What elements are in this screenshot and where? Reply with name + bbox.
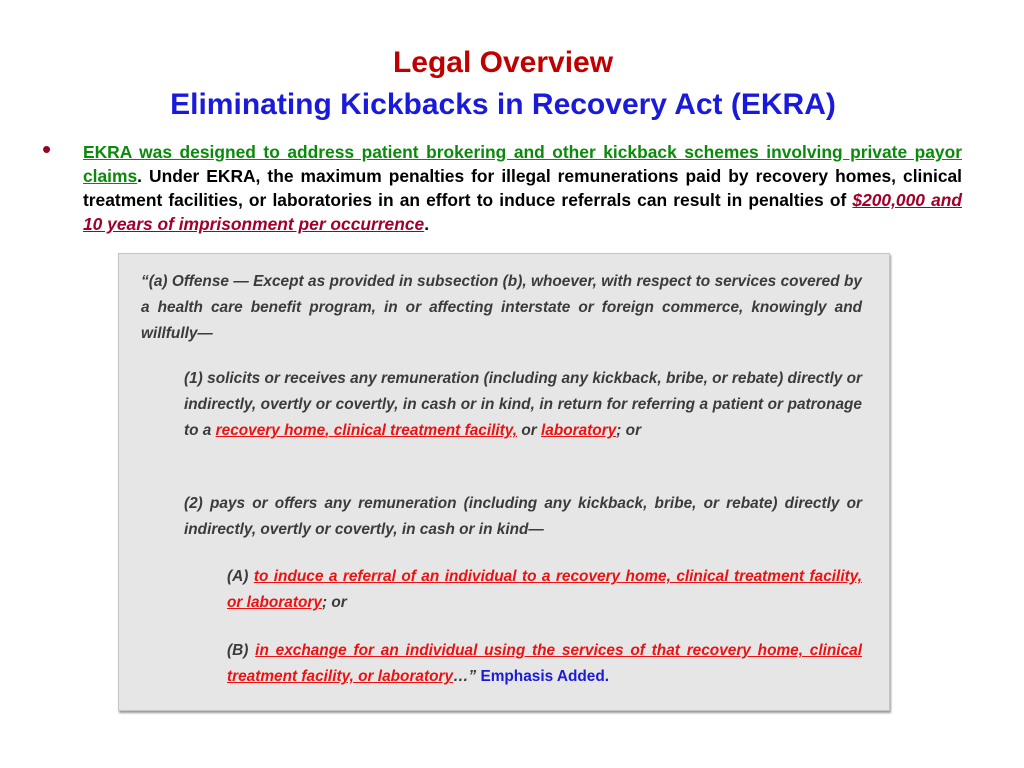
recovery-home-link: recovery home bbox=[215, 422, 326, 439]
slide-subtitle: Eliminating Kickbacks in Recovery Act (EKRA) bbox=[170, 88, 836, 121]
quote-intro: “(a) Offense — Except as provided in subsection (b), whoever, with respect to services covered by a health care benefit program, in or affecting interstate or foreign commerce, knowingly and willfully— bbox=[141, 273, 862, 342]
item-a-prefix: (A) bbox=[227, 568, 254, 585]
penalty-amount: $200,000 and 10 years of imprisonment per occurrence bbox=[83, 190, 962, 234]
bullet-paragraph bbox=[83, 140, 962, 236]
slide-title: Legal Overview bbox=[392, 46, 614, 79]
emphasis-added-note: Emphasis Added. bbox=[480, 668, 610, 685]
statute-quote-box bbox=[118, 253, 890, 711]
bullet-end: . bbox=[424, 214, 430, 234]
item-b-suffix: …” bbox=[453, 668, 481, 685]
item-1-separator: , bbox=[325, 422, 334, 439]
bullet-icon: • bbox=[42, 134, 52, 164]
quote-item-a bbox=[227, 564, 862, 616]
item-1-separator-2: or bbox=[517, 422, 541, 439]
laboratory-link: laboratory bbox=[541, 422, 617, 439]
item-1-text: (1) solicits or receives any remuneration (including any kickback, bribe, or rebate) directly or indirectly, overtly or covertly, in cash or in kind, in return for referring a patient or patronage to a bbox=[184, 370, 862, 439]
quote-item-1 bbox=[184, 366, 862, 444]
clinical-treatment-facility-link: clinical treatment facility, bbox=[333, 422, 518, 439]
penalty-description: . Under EKRA, the maximum penalties for illegal remunerations paid by recovery homes, clinical treatment facilities, or laboratories in an effort to induce referrals can result in penalties of bbox=[83, 166, 962, 210]
item-a-suffix: ; or bbox=[321, 594, 347, 611]
quote-item-2: (2) pays or offers any remuneration (including any kickback, bribe, or rebate) directly or indirectly, overtly or covertly, in cash or in kind— bbox=[184, 495, 862, 538]
item-a-highlight: to induce a referral of an individual to a recovery home, clinical treatment facility, or laboratory bbox=[227, 568, 862, 611]
item-1-tail: ; or bbox=[616, 422, 642, 439]
item-b-highlight: in exchange for an individual using the services of that recovery home, clinical treatment facility, or laboratory bbox=[227, 642, 862, 685]
ekra-purpose-highlight: EKRA was designed to address patient brokering and other kickback schemes involving private payor claims bbox=[83, 142, 962, 186]
quote-item-b bbox=[227, 638, 862, 690]
item-b-prefix: (B) bbox=[227, 642, 256, 659]
